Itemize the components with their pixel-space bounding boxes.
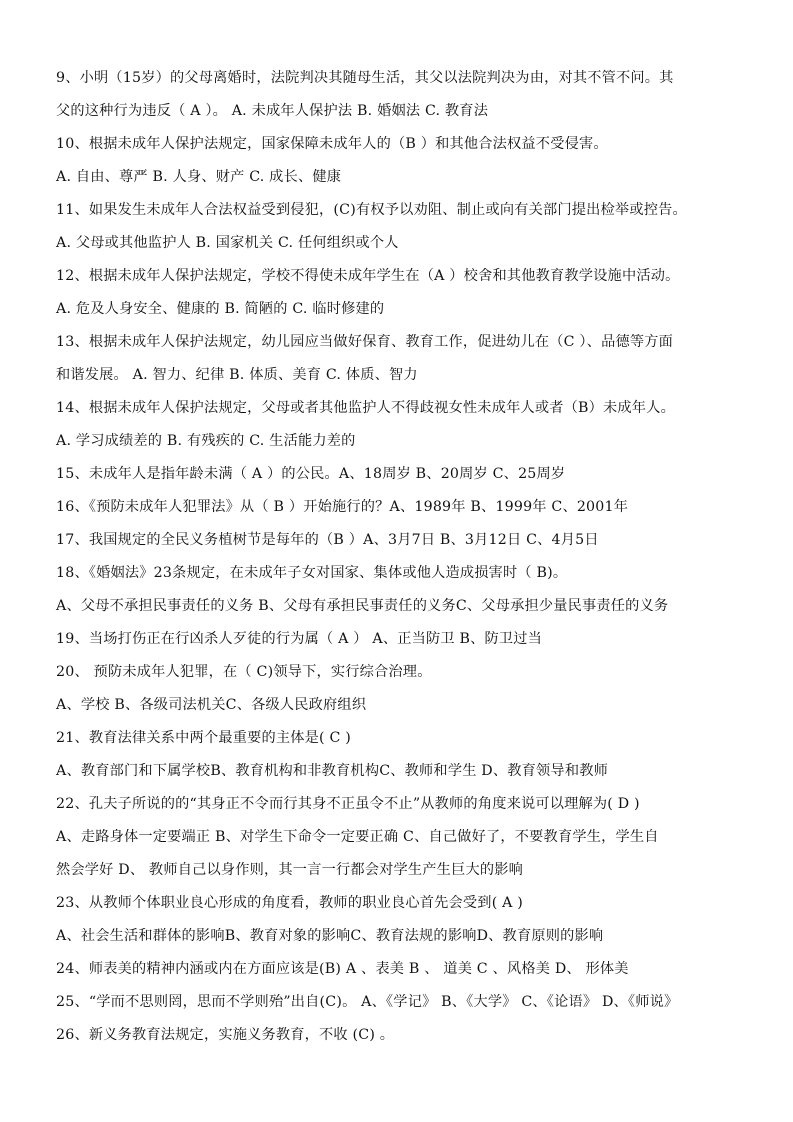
question-9-line-2: 父的这种行为违反（ A ）。 A. 未成年人保护法 B. 婚姻法 C. 教育法 (56, 103, 489, 119)
question-9-line-1: 9、小明（15岁）的父母离婚时，法院判决其随母生活，其父以法院判决为由，对其不管不问。其 (56, 70, 674, 86)
question-12-options: A. 危及人身安全、健康的 B. 简陋的 C. 临时修建的 (56, 301, 385, 317)
question-21: 21、教育法律关系中两个最重要的主体是( C ) (56, 730, 351, 746)
question-12: 12、根据未成年人保护法规定，学校不得使未成年学生在（A ）校舍和其他教育教学设施中活动。 (56, 268, 680, 284)
question-11: 11、如果发生未成年人合法权益受到侵犯，(C)有权予以劝阻、制止或向有关部门提出检举或控告。 (56, 202, 687, 218)
question-22-options-line-2: 然会学好 D、 教师自己以身作则，其一言一行都会对学生产生巨大的影响 (56, 862, 524, 878)
question-24: 24、师表美的精神内涵或内在方面应该是(B) A 、表美 B 、 道美 C 、风格美 D、 形体美 (56, 961, 629, 977)
question-13-line-2: 和谐发展。 A. 智力、纪律 B. 体质、美育 C. 体质、智力 (56, 367, 418, 383)
question-13-line-1: 13、根据未成年人保护法规定，幼儿园应当做好保育、教育工作，促进幼儿在（C ）、品德等方面 (56, 334, 674, 350)
question-22-options-line-1: A、走路身体一定要端正 B、对学生下命令一定要正确 C、自己做好了，不要教育学生，学生自 (56, 829, 659, 845)
question-25: 25、“学而不思则罔，思而不学则殆”出自(C)。 A、《学记》 B、《大学》 C、《论语》 D、《师说》 (56, 994, 679, 1010)
question-14: 14、根据未成年人保护法规定，父母或者其他监护人不得歧视女性未成年人或者（B）未成年人。 (56, 400, 675, 416)
question-23: 23、从教师个体职业良心形成的角度看，教师的职业良心首先会受到( A ) (56, 895, 524, 911)
question-20: 20、 预防未成年人犯罪，在（ C)领导下，实行综合治理。 (56, 664, 432, 680)
question-10: 10、根据未成年人保护法规定，国家保障未成年人的（B ）和其他合法权益不受侵害。 (56, 136, 608, 152)
question-20-options: A、学校 B、各级司法机关C、各级人民政府组织 (56, 697, 367, 713)
question-10-options: A. 自由、尊严 B. 人身、财产 C. 成长、健康 (56, 169, 342, 185)
question-23-options: A、社会生活和群体的影响B、教育对象的影响C、教育法规的影响D、教育原则的影响 (56, 928, 604, 944)
question-21-options: A、教育部门和下属学校B、教育机构和非教育机构C、教师和学生 D、教育领导和教师 (56, 763, 608, 779)
question-11-options: A. 父母或其他监护人 B. 国家机关 C. 任何组织或个人 (56, 235, 399, 251)
question-14-options: A. 学习成绩差的 B. 有残疾的 C. 生活能力差的 (56, 433, 356, 449)
question-19: 19、当场打伤正在行凶杀人歹徒的行为属（ A ） A、正当防卫 B、防卫过当 (56, 631, 543, 647)
question-17: 17、我国规定的全民义务植树节是每年的（B ）A、3月7日 B、3月12日 C、4月5日 (56, 532, 599, 548)
question-26: 26、新义务教育法规定，实施义务教育，不收 (C) 。 (56, 1027, 395, 1043)
question-18-options: A、父母不承担民事责任的义务 B、父母有承担民事责任的义务C、父母承担少量民事责任的义务 (56, 598, 669, 614)
question-22: 22、孔夫子所说的的“其身正不令而行其身不正虽令不止”从教师的角度来说可以理解为( D ) (56, 796, 640, 812)
question-18: 18、《婚姻法》23条规定，在未成年子女对国家、集体或他人造成损害时（ B)。 (56, 565, 568, 581)
question-16: 16、《预防未成年人犯罪法》从（ B ）开始施行的？A、1989年 B、1999年 C、2001年 (56, 499, 629, 515)
question-15: 15、未成年人是指年龄未满（ A ）的公民。A、18周岁 B、20周岁 C、25周岁 (56, 466, 566, 482)
